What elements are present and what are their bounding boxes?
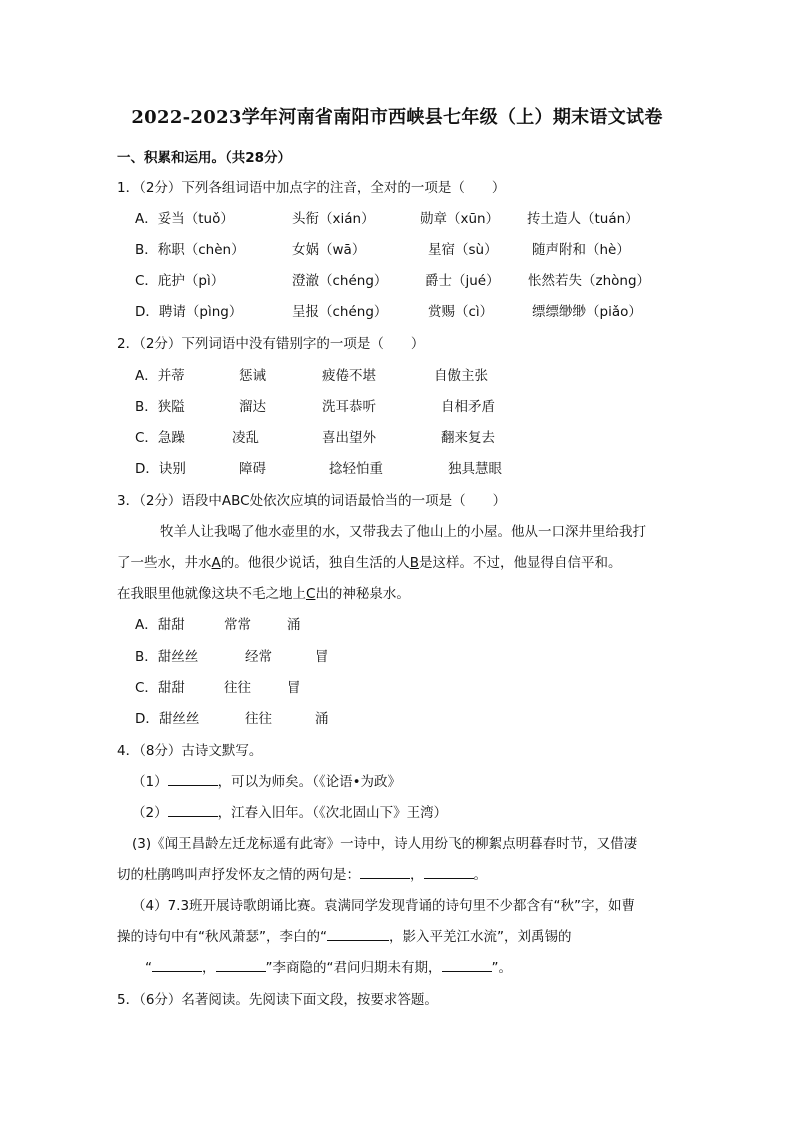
q3-option-c-word2: 往往 (224, 680, 251, 696)
q2-option-d-word2: 障碍 (239, 461, 266, 477)
q2-option-b-word3: 洗耳恭听 (322, 399, 376, 415)
q1-option-c: C．庇护（pì） (135, 273, 225, 289)
answer-blank[interactable] (442, 958, 492, 972)
question-4-stem: 4．（8分）古诗文默写。 (117, 743, 263, 759)
q3-option-c-word3: 冒 (287, 680, 301, 696)
q1-option-b-word2: 女娲（wā） (292, 242, 366, 258)
q3-option-a: A．甜甜 (135, 617, 185, 633)
q1-option-a: A．妥当（tuǒ） (135, 211, 234, 227)
q1-option-c-word3: 爵士（jué） (425, 273, 500, 289)
q3-option-c: C．甜甜 (135, 680, 185, 696)
answer-blank[interactable] (360, 865, 410, 879)
q2-option-b-word4: 自相矛盾 (441, 399, 495, 415)
q3-option-b-word2: 经常 (245, 649, 272, 665)
q4-item-4-line-3: “ ， ”李商隐的“君问归期未有期， ”。 (145, 960, 512, 976)
answer-blank[interactable] (152, 958, 202, 972)
q4-item-4-line-2: 操的诗句中有“秋风萧瑟”，李白的“ ，影入平羌江水流”，刘禹锡的 (117, 929, 572, 945)
q2-option-d-word4: 独具慧眼 (448, 461, 502, 477)
q2-option-b: B．狭隘 (135, 399, 185, 415)
page-title: 2022-2023学年河南省南阳市西峡县七年级（上）期末语文试卷 (131, 107, 663, 128)
q1-option-b-word4: 随声附和（hè） (532, 242, 630, 258)
blank-b-marker: B (409, 555, 420, 571)
q1-option-b: B．称职（chèn） (135, 242, 245, 258)
q2-option-c-word4: 翻来复去 (441, 430, 495, 446)
q1-option-d-word4: 缥缥缈缈（piǎo） (532, 304, 642, 320)
answer-blank[interactable] (424, 865, 474, 879)
section-heading: 一、积累和运用。（共28分） (117, 150, 292, 166)
q4-item-4-line-1: （4）7.3班开展诗歌朗诵比赛。袁满同学发现背诵的诗句里不少都含有“秋”字，如曹 (132, 898, 636, 914)
q2-option-c: C．急躁 (135, 430, 185, 446)
q2-option-c-word3: 喜出望外 (322, 430, 376, 446)
question-3-stem: 3．（2分）语段中ABC处依次应填的词语最恰当的一项是（ ） (117, 493, 507, 509)
q1-option-c-word4: 怅然若失（zhòng） (528, 273, 651, 289)
q3-passage-line-3: 在我眼里他就像这块不毛之地上C出的神秘泉水。 (117, 586, 410, 602)
q3-option-b: B．甜丝丝 (135, 649, 199, 665)
q1-option-b-word3: 星宿（sù） (428, 242, 498, 258)
q3-option-d: D．甜丝丝 (135, 711, 200, 727)
blank-c-marker: C (306, 586, 316, 602)
q1-option-d-word2: 呈报（chéng） (292, 304, 388, 320)
q2-option-d: D．诀别 (135, 461, 186, 477)
q2-option-a-word2: 惩诫 (239, 368, 266, 384)
q4-item-2: （2） ，江春入旧年。（《次北固山下》王湾） (132, 805, 448, 821)
q2-option-a-word3: 疲倦不堪 (322, 368, 376, 384)
answer-blank[interactable] (216, 958, 266, 972)
question-2-stem: 2．（2分）下列词语中没有错别字的一项是（ ） (117, 336, 425, 352)
q3-option-a-word3: 涌 (287, 617, 301, 633)
q3-passage-line-1: 牧羊人让我喝了他水壶里的水，又带我去了他山上的小屋。他从一口深井里给我打 (160, 524, 646, 540)
q2-option-a-word4: 自傲主张 (434, 368, 488, 384)
q3-option-a-word2: 常常 (224, 617, 251, 633)
q4-item-3-line-1: (3)《闻王昌龄左迁龙标遥有此寄》一诗中，诗人用纷飞的柳絮点明暮春时节，又借凄 (132, 836, 638, 852)
question-1-stem: 1．（2分）下列各组词语中加点字的注音，全对的一项是（ ） (117, 180, 506, 196)
q2-option-d-word3: 捻轻怕重 (329, 461, 383, 477)
q3-option-d-word2: 往往 (245, 711, 272, 727)
q4-item-3-line-2: 切的杜鹃鸣叫声抒发怀友之情的两句是： ， 。 (117, 867, 487, 883)
q1-option-a-word3: 勋章（xūn） (420, 211, 500, 227)
q1-option-a-word2: 头衔（xián） (292, 211, 375, 227)
q2-option-c-word2: 凌乱 (232, 430, 259, 446)
q1-option-d: D．聘请（pìng） (135, 304, 243, 320)
q4-item-1: （1） ，可以为师矣。（《论语•为政》 (132, 774, 402, 790)
question-5-stem: 5．（6分）名著阅读。先阅读下面文段，按要求答题。 (117, 992, 438, 1008)
q1-option-d-word3: 赏赐（cì） (428, 304, 494, 320)
q1-option-c-word2: 澄澈（chéng） (292, 273, 388, 289)
q1-option-a-word4: 抟土造人（tuán） (527, 211, 639, 227)
q3-passage-line-2: 了一些水，井水A的。他很少说话，独自生活的人B是这样。不过，他显得自信平和。 (117, 555, 622, 571)
q2-option-b-word2: 溜达 (239, 399, 266, 415)
q3-option-d-word3: 涌 (315, 711, 329, 727)
blank-a-marker: A (211, 555, 221, 571)
q3-option-b-word3: 冒 (315, 649, 329, 665)
answer-blank[interactable] (327, 927, 389, 941)
q2-option-a: A．并蒂 (135, 368, 185, 384)
answer-blank[interactable] (168, 772, 218, 786)
answer-blank[interactable] (168, 803, 218, 817)
